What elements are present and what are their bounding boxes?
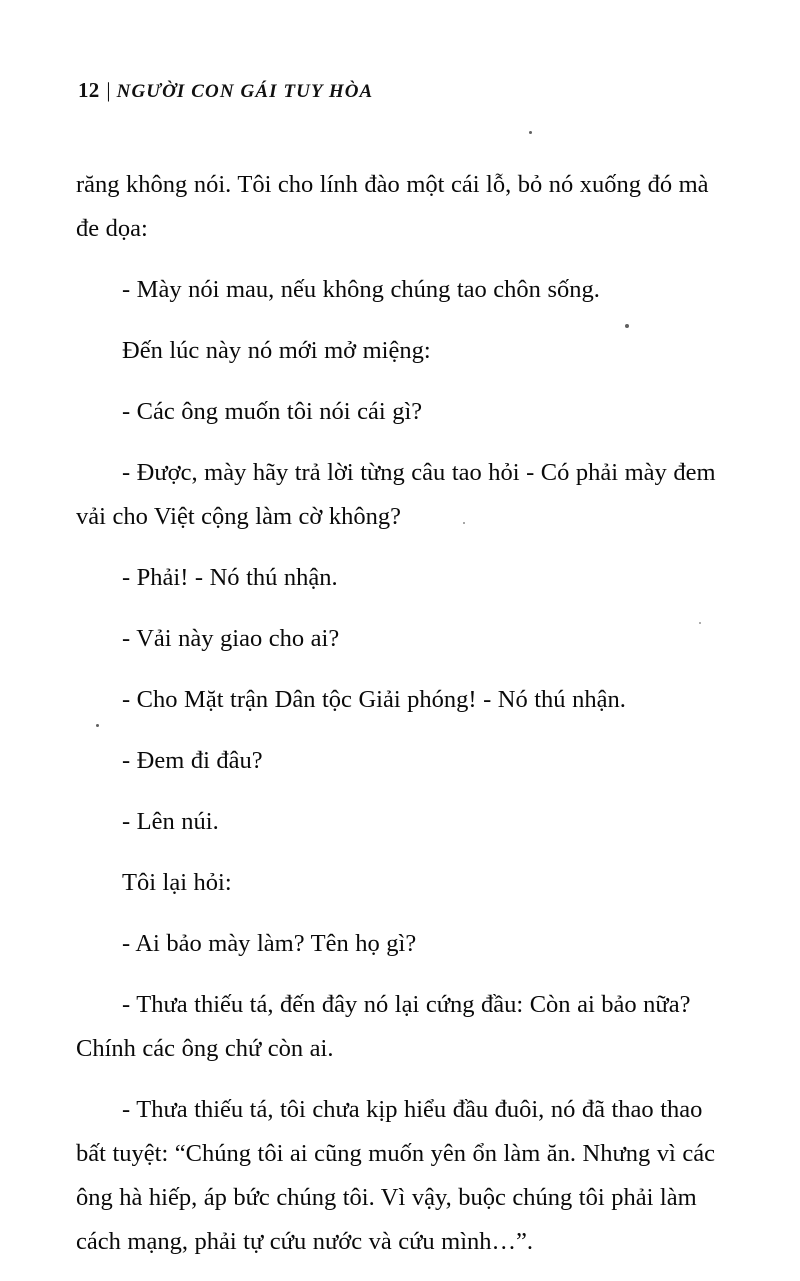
page-body [76,163,724,1281]
paragraph: - Ai bảo mày làm? Tên họ gì? [122,930,417,957]
page-speck [625,324,629,328]
paragraph: - Thưa thiếu tá, tôi chưa kịp hiểu đầu đuôi, nó đã thao thao bất tuyệt: “Chúng tôi ai cũng muốn yên ổn làm ăn. Nhưng vì các ông hà hiếp, áp bức chúng tôi. Vì vậy, buộc chúng tôi phải làm cách mạng, phải tự cứu nước và cứu mình…”. [76,1096,716,1255]
page-speck [96,724,99,727]
page-number: 12 [78,78,100,102]
paragraph: - Lên núi. [122,808,219,835]
paragraph: - Mày nói mau, nếu không chúng tao chôn sống. [122,276,600,303]
header-separator: | [106,78,111,102]
paragraph: - Thưa thiếu tá, đến đây nó lại cứng đầu: Còn ai bảo nữa? Chính các ông chứ còn ai. [76,991,691,1062]
page-speck [463,522,465,524]
paragraph: - Phải! - Nó thú nhận. [122,564,338,591]
paragraph: răng không nói. Tôi cho lính đào một cái lỗ, bỏ nó xuống đó mà đe dọa: [76,171,709,242]
paragraph: - Đem đi đâu? [122,747,263,774]
page-speck [529,131,532,134]
paragraph: Đến lúc này nó mới mở miệng: [122,337,431,364]
paragraph: Tôi lại hỏi: [122,869,232,896]
page-header [78,78,718,110]
running-title: NGƯỜI CON GÁI TUY HÒA [116,81,374,102]
page-speck [699,622,701,624]
paragraph: - Cho Mặt trận Dân tộc Giải phóng! - Nó thú nhận. [122,686,626,713]
paragraph: - Các ông muốn tôi nói cái gì? [122,398,423,425]
paragraph: - Vải này giao cho ai? [122,625,340,652]
paragraph: - Được, mày hãy trả lời từng câu tao hỏi - Có phải mày đem vải cho Việt cộng làm cờ không? [76,459,716,530]
